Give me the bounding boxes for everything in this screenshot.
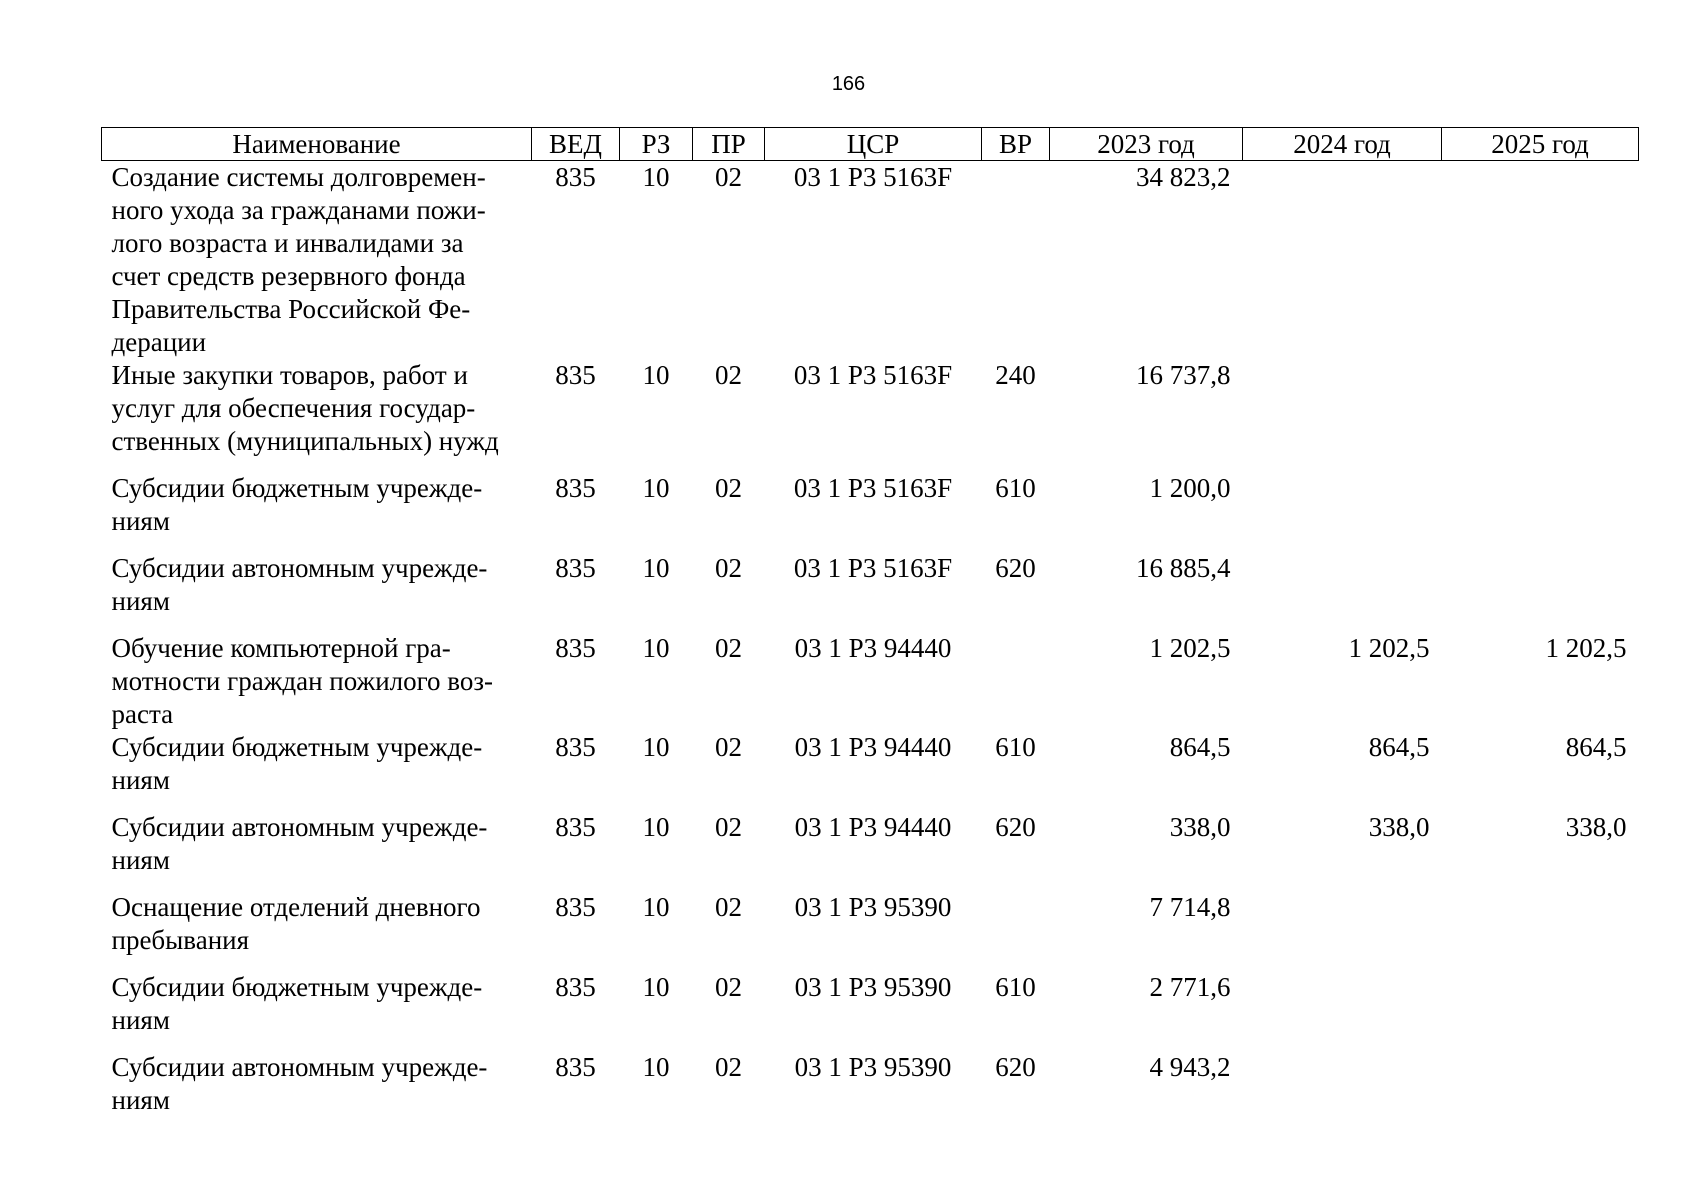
cell-csr: 03 1 P3 5163F xyxy=(793,473,953,503)
cell-ved: 835 xyxy=(555,732,596,762)
cell-rz: 10 xyxy=(642,162,670,192)
cell-vr: 240 xyxy=(995,360,1036,390)
cell-name xyxy=(102,552,532,632)
cell-pr: 02 xyxy=(715,732,742,762)
cell-csr: 03 1 P3 94440 xyxy=(794,732,952,762)
cell-2025 xyxy=(1442,891,1639,971)
cell-2024 xyxy=(1243,1051,1442,1131)
cell-pr: 02 xyxy=(715,473,742,503)
cell-vr: 620 xyxy=(995,553,1036,583)
cell-2023: 4 943,2 xyxy=(1149,1052,1231,1082)
name-line: Субсидии бюджетным учрежде- xyxy=(111,473,483,503)
cell-csr: 03 1 P3 95390 xyxy=(794,972,952,1002)
name-line: лого возраста и инвалидами за xyxy=(111,228,464,258)
cell-2023: 7 714,8 xyxy=(1149,892,1231,922)
name-line: раста xyxy=(111,699,174,729)
cell-2025 xyxy=(1442,472,1639,552)
name-line: ниям xyxy=(111,1005,170,1035)
cell-name xyxy=(102,161,532,360)
cell-2024: 864,5 xyxy=(1368,732,1430,762)
cell-2023: 34 823,2 xyxy=(1136,162,1231,192)
cell-csr: 03 1 P3 5163F xyxy=(793,360,953,390)
cell-2023: 16 737,8 xyxy=(1136,360,1231,390)
cell-pr: 02 xyxy=(715,812,742,842)
cell-rz: 10 xyxy=(642,812,670,842)
name-line: ного ухода за гражданами пожи- xyxy=(111,195,486,225)
cell-2024 xyxy=(1243,552,1442,632)
cell-rz: 10 xyxy=(642,360,670,390)
cell-pr: 02 xyxy=(715,162,742,192)
cell-rz: 10 xyxy=(642,633,670,663)
cell-ved: 835 xyxy=(555,553,596,583)
cell-name xyxy=(102,632,532,731)
name-line: Обучение компьютерной гра- xyxy=(111,633,451,663)
cell-2023: 338,0 xyxy=(1169,812,1231,842)
table-row xyxy=(102,632,1639,731)
cell-vr: 610 xyxy=(995,732,1036,762)
cell-vr xyxy=(982,632,1050,731)
cell-vr: 620 xyxy=(995,1052,1036,1082)
name-line: пребывания xyxy=(111,925,250,955)
table-row xyxy=(102,971,1639,1051)
header-name: Наименование xyxy=(102,128,532,161)
cell-name xyxy=(102,731,532,811)
cell-2025 xyxy=(1442,359,1639,472)
name-line: ниям xyxy=(111,506,170,536)
cell-vr xyxy=(982,161,1050,360)
header-pr: ПР xyxy=(693,128,765,161)
name-line: услуг для обеспечения государ- xyxy=(111,393,476,423)
cell-2023: 1 200,0 xyxy=(1149,473,1231,503)
cell-2024 xyxy=(1243,359,1442,472)
cell-2024 xyxy=(1243,472,1442,552)
cell-csr: 03 1 P3 95390 xyxy=(794,892,952,922)
name-line: Создание системы долговремен- xyxy=(111,162,486,192)
cell-csr: 03 1 P3 95390 xyxy=(794,1052,952,1082)
cell-rz: 10 xyxy=(642,553,670,583)
table-header-row xyxy=(102,128,1639,161)
cell-2024 xyxy=(1243,971,1442,1051)
cell-ved: 835 xyxy=(555,812,596,842)
table-row xyxy=(102,1051,1639,1131)
cell-name xyxy=(102,359,532,472)
cell-2025 xyxy=(1442,161,1639,360)
table-row xyxy=(102,731,1639,811)
page-number: 166 xyxy=(831,73,866,95)
cell-pr: 02 xyxy=(715,360,742,390)
cell-ved: 835 xyxy=(555,162,596,192)
cell-2025 xyxy=(1442,971,1639,1051)
name-line: мотности граждан пожилого воз- xyxy=(111,666,493,696)
budget-table xyxy=(101,127,1639,1131)
name-line: Субсидии автономным учрежде- xyxy=(111,553,488,583)
name-line: Субсидии бюджетным учрежде- xyxy=(111,732,483,762)
name-line: ниям xyxy=(111,1085,170,1115)
table-row xyxy=(102,472,1639,552)
header-ved: ВЕД xyxy=(532,128,620,161)
header-2024: 2024 год xyxy=(1243,128,1442,161)
cell-2025 xyxy=(1442,1051,1639,1131)
name-line: Субсидии автономным учрежде- xyxy=(111,812,488,842)
cell-csr: 03 1 P3 5163F xyxy=(793,553,953,583)
cell-csr: 03 1 P3 5163F xyxy=(793,162,953,192)
cell-2024 xyxy=(1243,161,1442,360)
cell-ved: 835 xyxy=(555,1052,596,1082)
cell-vr xyxy=(982,891,1050,971)
cell-ved: 835 xyxy=(555,473,596,503)
cell-2025 xyxy=(1442,552,1639,632)
cell-rz: 10 xyxy=(642,972,670,1002)
cell-2025: 1 202,5 xyxy=(1545,633,1627,663)
cell-vr: 620 xyxy=(995,812,1036,842)
cell-ved: 835 xyxy=(555,972,596,1002)
header-2023: 2023 год xyxy=(1050,128,1243,161)
table-row xyxy=(102,811,1639,891)
name-line: Правительства Российской Фе- xyxy=(111,294,471,324)
cell-2024: 338,0 xyxy=(1368,812,1430,842)
table-row xyxy=(102,552,1639,632)
name-line: счет средств резервного фонда xyxy=(111,261,466,291)
name-line: дерации xyxy=(111,327,207,357)
cell-ved: 835 xyxy=(555,360,596,390)
cell-name xyxy=(102,472,532,552)
header-2025: 2025 год xyxy=(1442,128,1639,161)
cell-2023: 864,5 xyxy=(1169,732,1231,762)
table-row xyxy=(102,359,1639,472)
header-vr: ВР xyxy=(982,128,1050,161)
cell-name xyxy=(102,971,532,1051)
table-row xyxy=(102,161,1639,360)
cell-rz: 10 xyxy=(642,732,670,762)
name-line: Субсидии бюджетным учрежде- xyxy=(111,972,483,1002)
cell-pr: 02 xyxy=(715,892,742,922)
cell-csr: 03 1 P3 94440 xyxy=(794,812,952,842)
cell-2023: 2 771,6 xyxy=(1149,972,1231,1002)
cell-2023: 16 885,4 xyxy=(1136,553,1231,583)
cell-vr: 610 xyxy=(995,972,1036,1002)
header-rz: РЗ xyxy=(620,128,693,161)
cell-ved: 835 xyxy=(555,892,596,922)
cell-name xyxy=(102,811,532,891)
cell-2024: 1 202,5 xyxy=(1348,633,1430,663)
cell-pr: 02 xyxy=(715,972,742,1002)
cell-2025: 338,0 xyxy=(1565,812,1627,842)
name-line: Иные закупки товаров, работ и xyxy=(111,360,468,390)
name-line: ниям xyxy=(111,765,170,795)
cell-rz: 10 xyxy=(642,473,670,503)
cell-2025: 864,5 xyxy=(1565,732,1627,762)
cell-2023: 1 202,5 xyxy=(1149,633,1231,663)
cell-2024 xyxy=(1243,891,1442,971)
name-line: Оснащение отделений дневного xyxy=(111,892,481,922)
name-line: ственных (муниципальных) нужд xyxy=(111,426,499,456)
table-body xyxy=(102,161,1639,1132)
cell-vr: 610 xyxy=(995,473,1036,503)
name-line: ниям xyxy=(111,845,170,875)
header-csr: ЦСР xyxy=(765,128,982,161)
cell-name xyxy=(102,1051,532,1131)
cell-csr: 03 1 P3 94440 xyxy=(794,633,952,663)
name-line: ниям xyxy=(111,586,170,616)
cell-pr: 02 xyxy=(715,1052,742,1082)
cell-rz: 10 xyxy=(642,892,670,922)
cell-pr: 02 xyxy=(715,633,742,663)
table-row xyxy=(102,891,1639,971)
cell-rz: 10 xyxy=(642,1052,670,1082)
cell-name xyxy=(102,891,532,971)
name-line: Субсидии автономным учрежде- xyxy=(111,1052,488,1082)
cell-ved: 835 xyxy=(555,633,596,663)
cell-pr: 02 xyxy=(715,553,742,583)
